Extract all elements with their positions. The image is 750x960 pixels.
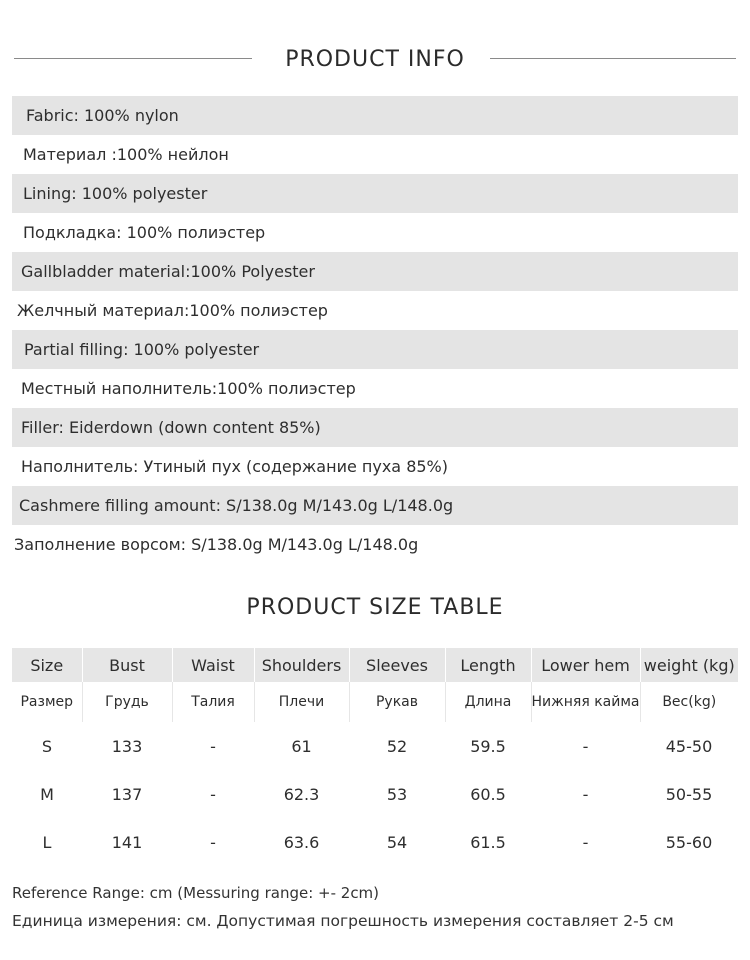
table-header-cell: Рукав xyxy=(349,682,445,722)
info-row xyxy=(12,408,738,447)
info-row xyxy=(12,252,738,291)
table-header-cell: Bust xyxy=(82,648,172,682)
table-cell: - xyxy=(210,736,216,756)
table-cell: 141 xyxy=(111,832,143,852)
title-divider-right xyxy=(490,58,736,59)
table-row xyxy=(12,770,738,818)
table-header-row-ru xyxy=(12,682,738,722)
table-cell: 137 xyxy=(111,784,143,804)
info-row-text: Местный наполнитель:100% полиэстер xyxy=(21,379,356,398)
table-header-cell: Плечи xyxy=(254,682,349,722)
info-row-text: Partial filling: 100% polyester xyxy=(24,340,260,359)
table-header-cell: Sleeves xyxy=(349,648,445,682)
table-cell: 53 xyxy=(386,784,408,804)
info-row xyxy=(12,96,738,135)
table-cell: 60.5 xyxy=(470,784,506,804)
table-cell: 54 xyxy=(386,832,408,852)
table-cell: - xyxy=(582,784,589,804)
info-row xyxy=(12,525,738,564)
table-header-cell: Вес(kg) xyxy=(640,682,738,722)
reference-range-note: Reference Range: cm (Messuring range: +- 2cm) xyxy=(12,884,380,902)
table-header-cell: Length xyxy=(445,648,531,682)
table-header-cell: Грудь xyxy=(82,682,172,722)
product-info-list xyxy=(12,96,738,564)
table-cell: - xyxy=(210,784,216,804)
table-cell: 59.5 xyxy=(470,736,506,756)
table-header-cell: Lower hem xyxy=(531,648,640,682)
info-row xyxy=(12,330,738,369)
info-row-text: Желчный материал:100% полиэстер xyxy=(17,301,328,320)
table-header-cell: Талия xyxy=(172,682,254,722)
info-row-text: Gallbladder material:100% Polyester xyxy=(21,262,315,281)
table-cell: 133 xyxy=(111,736,143,756)
table-cell: 62.3 xyxy=(283,784,320,804)
table-header-cell: Size xyxy=(12,648,82,682)
table-cell: 61 xyxy=(291,736,312,756)
table-header-cell: Waist xyxy=(172,648,254,682)
size-table xyxy=(12,648,738,866)
product-info-title: PRODUCT INFO xyxy=(285,47,465,72)
table-cell: 55-60 xyxy=(665,832,713,852)
info-row xyxy=(12,135,738,174)
table-cell: - xyxy=(582,736,589,756)
info-row xyxy=(12,213,738,252)
table-row xyxy=(12,722,738,770)
info-row xyxy=(12,174,738,213)
table-cell: 52 xyxy=(386,736,408,756)
table-cell: 61.5 xyxy=(470,832,506,852)
measurement-unit-note: Единица измерения: см. Допустимая погрешность измерения составляет 2-5 см xyxy=(12,912,674,930)
table-header-cell: weight (kg) xyxy=(640,648,738,682)
info-row xyxy=(12,447,738,486)
table-header-cell: Длина xyxy=(445,682,531,722)
table-header-cell: Размер xyxy=(20,694,74,710)
table-cell: - xyxy=(210,832,216,852)
table-header-cell: Shoulders xyxy=(254,648,349,682)
info-row-text: Lining: 100% polyester xyxy=(23,184,208,203)
table-cell: 50-55 xyxy=(665,784,713,804)
table-cell: 63.6 xyxy=(283,832,320,852)
table-cell: S xyxy=(41,736,53,756)
table-header-cell: Нижняя кайма xyxy=(531,682,640,722)
table-cell: - xyxy=(582,832,589,852)
table-header-row-en xyxy=(12,648,738,682)
info-row xyxy=(12,486,738,525)
info-row-text: Fabric: 100% nylon xyxy=(26,106,179,125)
info-row-text: Подкладка: 100% полиэстер xyxy=(23,223,266,242)
info-row xyxy=(12,291,738,330)
info-row-text: Наполнитель: Утиный пух (содержание пуха 85%) xyxy=(21,457,448,476)
size-table-title: PRODUCT SIZE TABLE xyxy=(246,595,504,620)
info-row-text: Cashmere filling amount: S/138.0g M/143.0g L/148.0g xyxy=(19,496,454,515)
table-row xyxy=(12,818,738,866)
info-row-text: Заполнение ворсом: S/138.0g M/143.0g L/148.0g xyxy=(14,535,419,554)
table-cell: L xyxy=(42,832,52,852)
info-row-text: Материал :100% нейлон xyxy=(23,145,229,164)
table-cell: M xyxy=(40,784,54,804)
info-row xyxy=(12,369,738,408)
table-cell: 45-50 xyxy=(665,736,713,756)
info-row-text: Filler: Eiderdown (down content 85%) xyxy=(21,418,321,437)
